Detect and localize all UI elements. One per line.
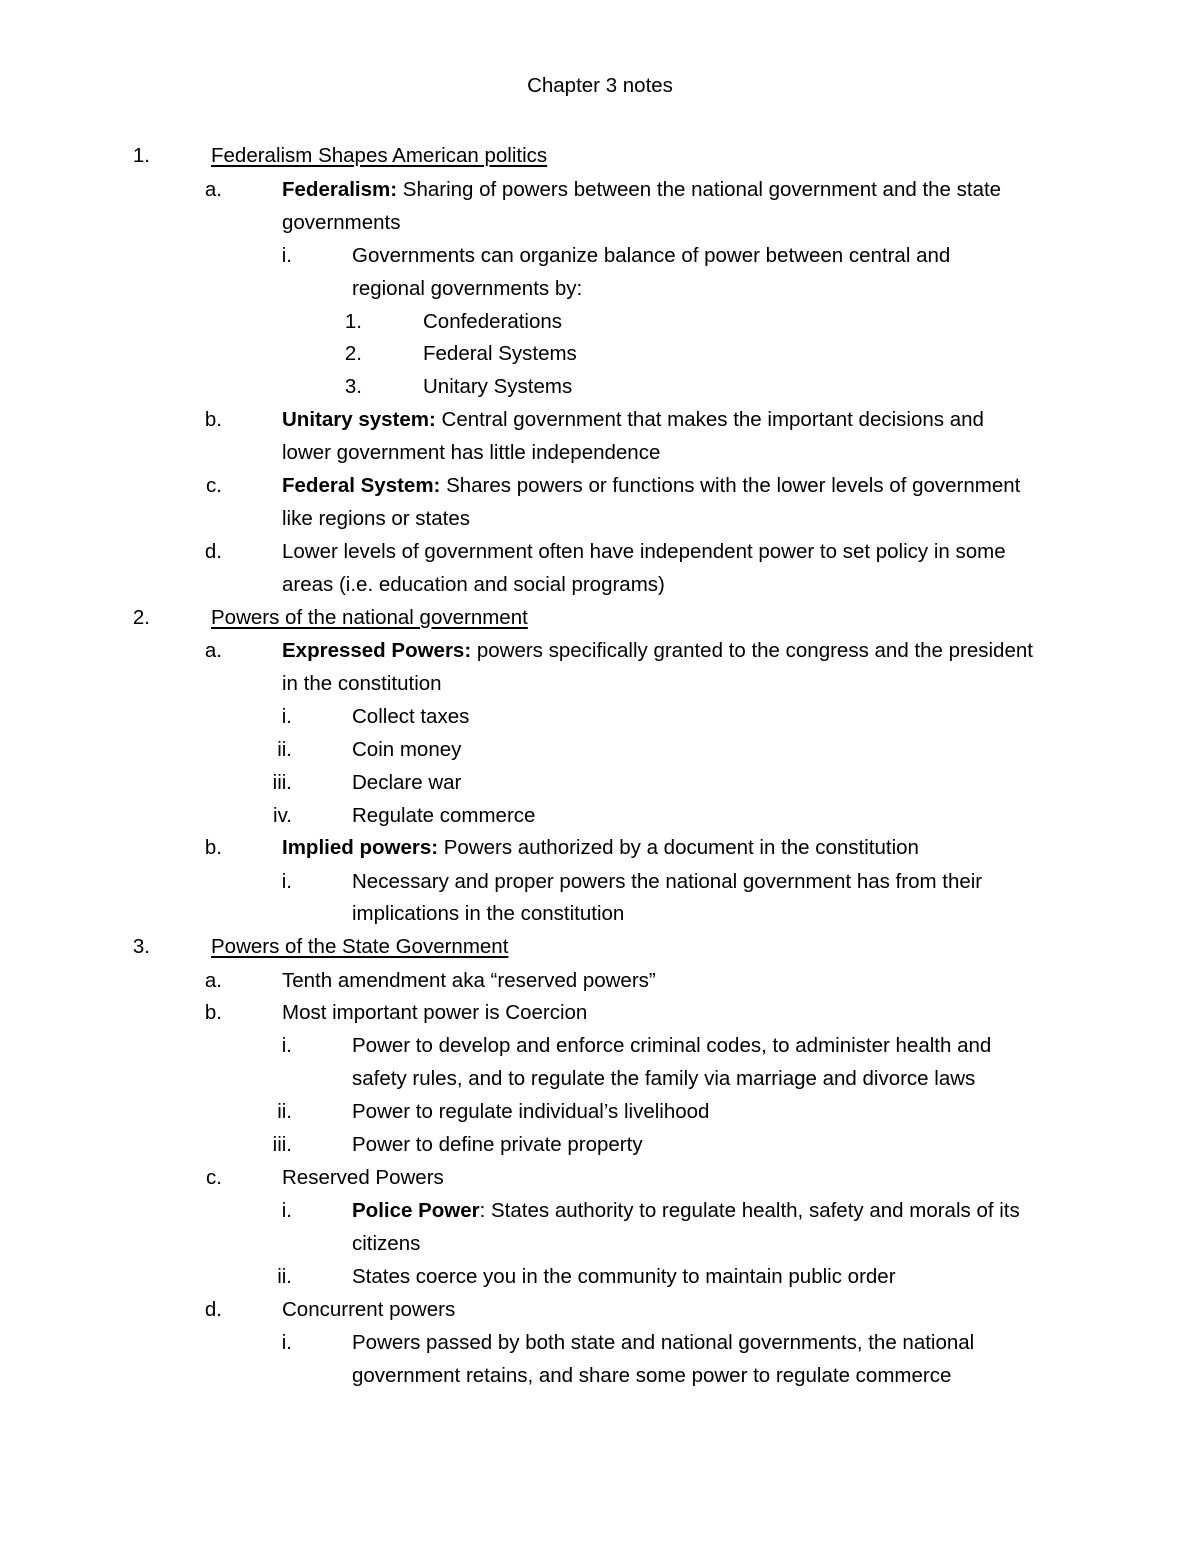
key-term: Federal System: <box>282 474 441 497</box>
item-text: Concurrent powers <box>282 1298 456 1321</box>
list-item <box>282 571 665 599</box>
list-marker: ii. <box>277 738 292 761</box>
list-marker: d. <box>204 1298 222 1321</box>
item-text: States coerce you in the community to maintain public order <box>352 1265 896 1288</box>
list-marker: ii. <box>277 1100 292 1123</box>
list-item <box>282 999 587 1027</box>
list-marker: i. <box>281 1331 292 1354</box>
key-term: Expressed Powers: <box>282 639 472 662</box>
list-marker: b. <box>204 408 222 431</box>
item-text: Governments can organize balance of power between central and <box>352 244 951 267</box>
list-item <box>282 834 919 862</box>
item-text: in the constitution <box>282 672 442 695</box>
list-item <box>282 472 1020 500</box>
list-item <box>423 373 572 401</box>
item-text: Confederations <box>423 310 563 333</box>
list-item <box>352 1230 420 1258</box>
item-text: powers specifically granted to the congress and the president <box>471 639 1033 662</box>
list-item <box>282 538 1006 566</box>
section-heading-text: Federalism Shapes American politics <box>211 144 548 167</box>
list-marker: i. <box>281 870 292 893</box>
section-heading-text: Powers of the national government <box>211 606 528 629</box>
item-text: Power to define private property <box>352 1133 643 1156</box>
item-text: Collect taxes <box>352 705 470 728</box>
section-heading <box>211 604 528 632</box>
item-text: Unitary Systems <box>423 375 573 398</box>
key-term: Unitary system: <box>282 408 436 431</box>
list-item <box>352 1263 896 1291</box>
item-text: implications in the constitution <box>352 902 625 925</box>
list-item <box>352 1065 975 1093</box>
list-item <box>352 1197 1020 1225</box>
item-text: Necessary and proper powers the national government has from their <box>352 870 983 893</box>
list-marker: 2. <box>132 606 150 629</box>
list-marker: 3. <box>344 375 362 398</box>
list-item <box>352 703 469 731</box>
list-marker: c. <box>206 1166 222 1189</box>
item-text: : States authority to regulate health, safety and morals of its <box>479 1199 1020 1222</box>
list-item <box>423 308 562 336</box>
list-item <box>352 1098 709 1126</box>
section-heading <box>211 142 547 170</box>
item-text: areas (i.e. education and social programs) <box>282 573 665 596</box>
item-text: like regions or states <box>282 507 471 530</box>
item-text: Federal Systems <box>423 342 577 365</box>
item-text: Central government that makes the important decisions and <box>435 408 984 431</box>
list-item <box>352 242 950 270</box>
list-item <box>282 1296 455 1324</box>
list-item <box>282 1164 444 1192</box>
item-text: safety rules, and to regulate the family via marriage and divorce laws <box>352 1067 976 1090</box>
item-text: Most important power is Coercion <box>282 1001 588 1024</box>
key-term: Implied powers: <box>282 836 439 859</box>
list-marker: 1. <box>132 144 150 167</box>
list-item <box>352 1131 643 1159</box>
list-item <box>352 769 461 797</box>
page-title: Chapter 3 notes <box>527 74 673 97</box>
list-marker: 3. <box>132 935 150 958</box>
list-marker: a. <box>204 639 222 662</box>
list-item <box>352 868 982 896</box>
key-term: Police Power <box>352 1199 480 1222</box>
list-marker: b. <box>204 1001 222 1024</box>
list-item <box>352 275 582 303</box>
list-marker: i. <box>281 1199 292 1222</box>
list-marker: b. <box>204 836 222 859</box>
list-marker: c. <box>206 474 222 497</box>
list-item <box>423 340 577 368</box>
item-text: Reserved Powers <box>282 1166 444 1189</box>
list-item <box>352 802 535 830</box>
list-marker: 2. <box>344 342 362 365</box>
item-text: government retains, and share some power to regulate commerce <box>352 1364 952 1387</box>
key-term: Federalism: <box>282 178 398 201</box>
list-item <box>282 505 470 533</box>
item-text: citizens <box>352 1232 421 1255</box>
list-marker: a. <box>204 969 222 992</box>
item-text: Powers authorized by a document in the constitution <box>438 836 919 859</box>
list-item <box>282 967 656 995</box>
list-item <box>352 1329 974 1357</box>
item-text: Regulate commerce <box>352 804 536 827</box>
list-item <box>352 736 461 764</box>
list-item <box>282 670 442 698</box>
item-text: Coin money <box>352 738 462 761</box>
item-text: Powers passed by both state and national governments, the national <box>352 1331 975 1354</box>
list-marker: ii. <box>277 1265 292 1288</box>
item-text: Tenth amendment aka “reserved powers” <box>282 969 656 992</box>
item-text: Declare war <box>352 771 462 794</box>
item-text: regional governments by: <box>352 277 583 300</box>
list-marker: i. <box>281 244 292 267</box>
item-text: Shares powers or functions with the lower levels of government <box>440 474 1021 497</box>
list-item <box>352 900 624 928</box>
item-text: lower government has little independence <box>282 441 661 464</box>
section-heading-text: Powers of the State Government <box>211 935 509 958</box>
list-item <box>282 637 1033 665</box>
list-item <box>282 176 1001 204</box>
list-item <box>282 439 660 467</box>
list-marker: iv. <box>273 804 292 827</box>
list-marker: d. <box>204 540 222 563</box>
item-text: Sharing of powers between the national government and the state <box>397 178 1002 201</box>
list-item <box>282 406 984 434</box>
item-text: Power to develop and enforce criminal codes, to administer health and <box>352 1034 992 1057</box>
list-marker: 1. <box>344 310 362 333</box>
list-marker: iii. <box>272 771 292 794</box>
section-heading <box>211 933 508 961</box>
item-text: governments <box>282 211 401 234</box>
list-marker: i. <box>281 705 292 728</box>
list-item <box>352 1032 991 1060</box>
list-marker: a. <box>204 178 222 201</box>
list-marker: iii. <box>272 1133 292 1156</box>
list-item <box>352 1362 951 1390</box>
item-text: Power to regulate individual’s livelihood <box>352 1100 710 1123</box>
list-marker: i. <box>281 1034 292 1057</box>
list-item <box>282 209 401 237</box>
item-text: Lower levels of government often have independent power to set policy in some <box>282 540 1006 563</box>
